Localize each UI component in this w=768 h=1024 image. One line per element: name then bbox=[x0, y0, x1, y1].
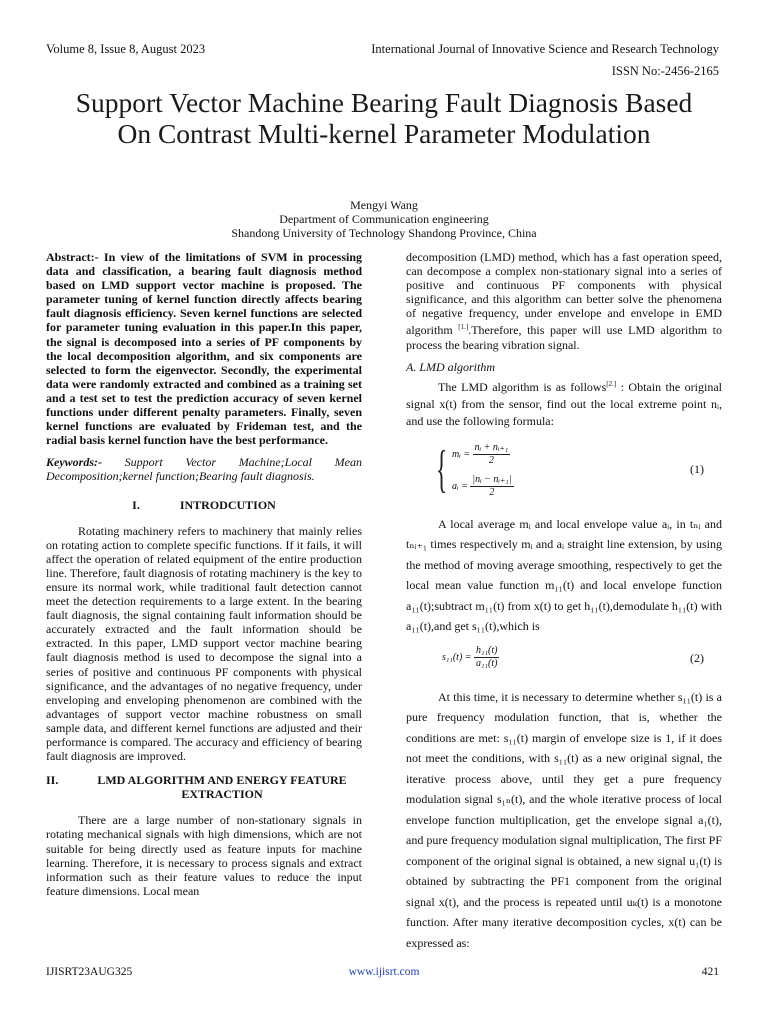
eq2-fraction bbox=[474, 645, 499, 670]
keywords-text: Support Vector Machine;Local Mean Decomposition;kernel function;Bearing fault diagnosis. bbox=[46, 455, 362, 484]
equation-1-line-m bbox=[452, 442, 510, 467]
author-affiliation: Shandong University of Technology Shandong Province, China bbox=[231, 226, 537, 240]
local-mean-paragraph: A local average mᵢ and local envelope value aᵢ, in tₙᵢ and tₙᵢ₊₁ times respectively mᵢ and aᵢ straight line extension, by using the method of moving average smoothing, respectively to get the local mean value function m₁₁(t) and local envelope function a₁₁(t);subtract m₁₁(t) from x(t) to get h₁₁(t),demodulate h₁₁(t) with a₁₁(t),and get s₁₁(t),which is bbox=[406, 516, 722, 634]
algorithm-intro-a: The LMD algorithm is as follows bbox=[438, 379, 607, 394]
eq1-m-numerator: nᵢ + nᵢ₊₁ bbox=[474, 441, 509, 453]
journal-volume: Volume 8, Issue 8, August 2023 bbox=[46, 42, 206, 56]
equation-2-number: (2) bbox=[690, 650, 704, 665]
equation-1-line-a bbox=[452, 474, 514, 499]
right-column bbox=[406, 250, 722, 953]
subsection-title: A. LMD algorithm bbox=[406, 359, 496, 374]
issn: ISSN No:-2456-2165 bbox=[611, 64, 719, 78]
equation-1 bbox=[406, 438, 722, 506]
equation-1-number: (1) bbox=[690, 461, 704, 476]
eq1-m-lhs: mᵢ = bbox=[452, 448, 471, 460]
section-1-heading bbox=[46, 498, 362, 512]
eq1-a-lhs: aᵢ = bbox=[452, 480, 468, 492]
author-department: Department of Communication engineering bbox=[279, 212, 489, 226]
lmd-intro-text-a: decomposition (LMD) method, which has a fast operation speed, can decompose a complex non-stationary signal into a series of positive and continuous PF components with physical significance, and this algorithm can better solve the phenomena of negative frequency, under envelope and envelope in EMD algorithm bbox=[406, 250, 722, 338]
journal-name: International Journal of Innovative Science and Research Technology bbox=[371, 42, 719, 56]
equation-2 bbox=[406, 643, 722, 677]
brace-symbol: { bbox=[436, 440, 448, 498]
section-2-heading bbox=[46, 773, 362, 801]
section-2-title: LMD ALGORITHM AND ENERGY FEATURE EXTRACTION bbox=[97, 773, 347, 802]
eq1-a-numerator: |nᵢ − nᵢ₊₁| bbox=[472, 473, 512, 485]
author-block bbox=[60, 198, 708, 240]
author-name: Mengyi Wang bbox=[350, 198, 418, 212]
citation-1: [1.] bbox=[458, 323, 469, 332]
intro-paragraph: Rotating machinery refers to machinery that mainly relies on rotating action to complete specific functions. If it fails, it will affect the operation of related equipment of the entire production line. Therefore, fault diagnosis of rotating machinery is the key to ensure its normal work, while traditional fault detection cannot meet the detection requirements to a large extent. In the bearing fault diagnosis, the signal containing fault information should be accurately extracted and the fault information should be extracted. In this paper, LMD support vector machine bearing fault diagnosis method is used to decompose the signal into a series of positive and continuous PF components with physical significance, and the advantages of no negative frequency, under enveloping and enveloping phenomenon are combined with the advantages of support vector machine robustness on small sample data, and different kernel functions are adjusted and their performance is compared. The accuracy and efficiency of bearing fault diagnosis are improved. bbox=[46, 523, 362, 764]
keywords-label: Keywords:- bbox=[46, 455, 102, 470]
lmd-intro-text-b: .Therefore, this paper will use LMD algorithm to process the bearing vibration signal. bbox=[406, 323, 722, 352]
eq2-denominator: a₁₁(t) bbox=[476, 657, 498, 669]
iteration-paragraph: At this time, it is necessary to determine whether s₁₁(t) is a pure frequency modulation function, that is, whether the conditions are met: s₁₁(t) margin of envelope size is 1, if it does not meet the conditions, with s₁₁(t) as a new original signal, the iterative process above, until they get a pure frequency modulation signal s₁ₙ(t), and the whole iterative process of local envelope function multiplication, get the envelope signal a₁(t), and pure frequency modulation signal multiplication, The first PF component of the original signal is obtained, a new signal u₁(t) is obtained by subtracting the PF1 component from the original signal x(t), and the process is repeated until uₖ(t) is a monotone function. After many iterative decomposition cycles, x(t) can be expressed as: bbox=[406, 689, 722, 950]
abstract: Abstract:- In view of the limitations of SVM in processing data and classification, a bearing fault diagnosis method based on LMD support vector machine is proposed. The parameter tuning of kernel function directly affects bearing fault diagnosis efficiency. Seven kernel functions are selected for parameter tuning evaluation in this paper.In this paper, the signal is decomposed into a series of PF components by the local decomposition algorithm, and six components are selected to form the eigenvector. Secondly, the experimental data were randomly extracted and combined as a training set and a test set to test the prediction accuracy of seven kernel functions under different penalty parameters. Finally, seven kernel functions are evaluated by Frideman test, and the radial basis kernel function have the best performance. bbox=[46, 250, 362, 448]
eq2-numerator: h₁₁(t) bbox=[476, 644, 498, 656]
eq1-m-fraction bbox=[473, 442, 511, 467]
citation-2: [2.] bbox=[606, 379, 617, 388]
section-2-number: II. bbox=[46, 773, 59, 788]
algorithm-intro-b: : Obtain the original signal x(t) from the sensor, find out the local extreme point nᵢ, and use the following formula: bbox=[406, 379, 722, 428]
section-2-paragraph: There are a large number of non-stationary signals in rotating mechanical signals with high dimensions, which are not suitable for being directly used as feature inputs for machine learning. Therefore, it is necessary to process signals and extract information such as their feature values to reduce the input feature dimensions. Local mean bbox=[46, 813, 362, 898]
keywords bbox=[46, 455, 362, 483]
section-1-title: INTRODCUTION bbox=[179, 497, 276, 512]
eq1-a-fraction bbox=[470, 474, 513, 499]
eq2-lhs: s₁₁(t) = bbox=[442, 651, 472, 663]
eq1-a-denominator: 2 bbox=[489, 486, 495, 498]
paper-title: Support Vector Machine Bearing Fault Diagnosis Based On Contrast Multi-kernel Parameter Modulation bbox=[75, 87, 693, 149]
lmd-intro-paragraph bbox=[406, 250, 722, 352]
journal-website-link[interactable]: www.ijisrt.com bbox=[348, 966, 420, 978]
eq1-m-denominator: 2 bbox=[488, 454, 494, 466]
algorithm-intro bbox=[406, 376, 722, 430]
left-column bbox=[46, 250, 362, 898]
section-1-number: I. bbox=[132, 497, 140, 512]
equation-2-line bbox=[442, 645, 499, 670]
paper-id: IJISRT23AUG325 bbox=[46, 966, 133, 978]
page-number: 421 bbox=[701, 966, 719, 978]
